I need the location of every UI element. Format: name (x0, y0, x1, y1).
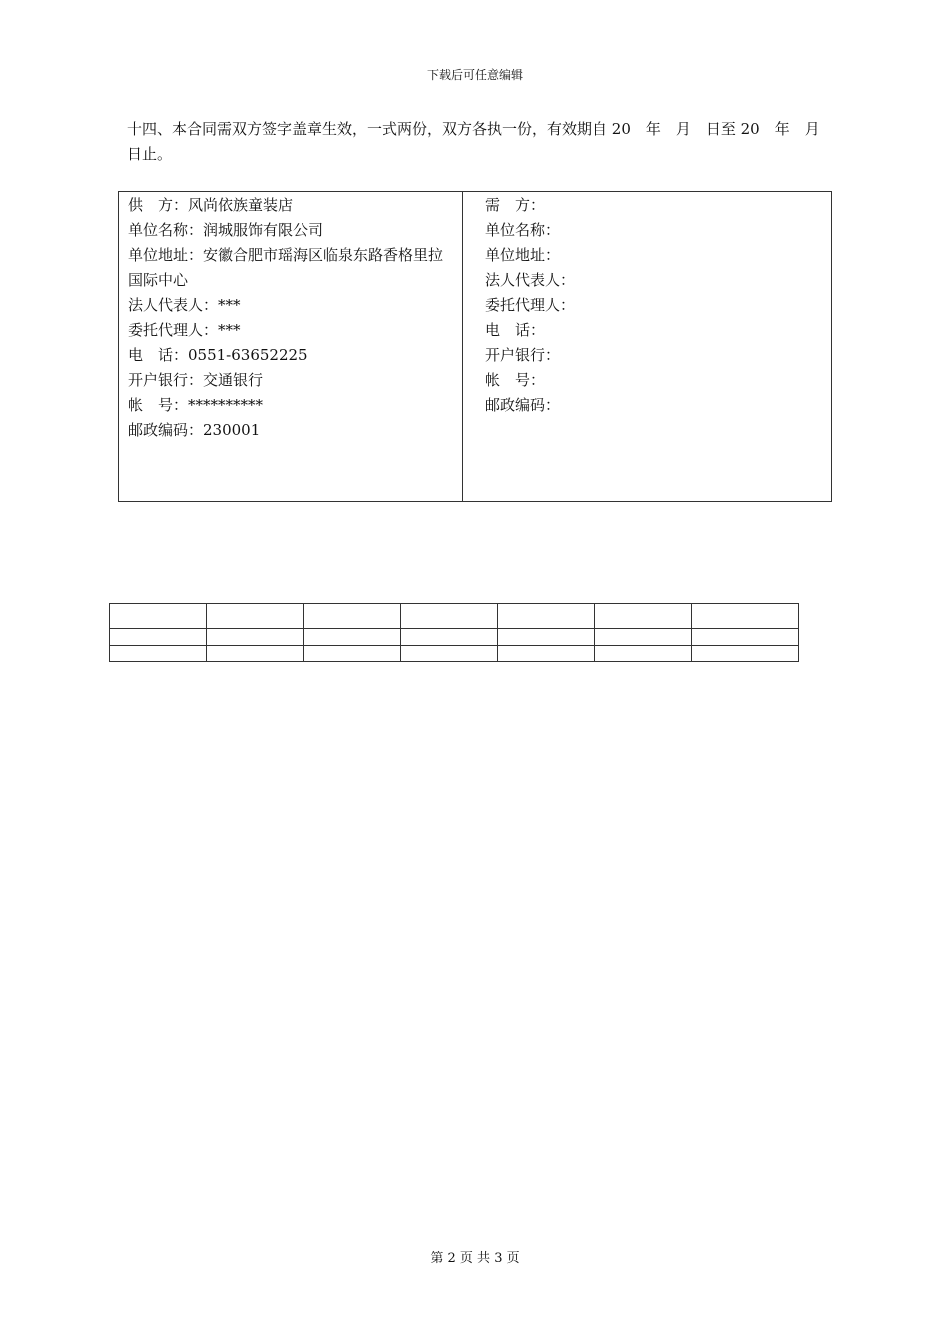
supplier-postcode: 邮政编码：230001 (128, 421, 261, 439)
table-cell (401, 604, 498, 629)
table-cell (692, 629, 799, 646)
table-cell (110, 604, 207, 629)
page-header-note: 下载后可任意编辑 (426, 68, 523, 82)
table-cell (304, 604, 401, 629)
table-cell (304, 646, 401, 662)
table-cell (595, 646, 692, 662)
supplier-company: 单位名称：润城服饰有限公司 (128, 221, 324, 239)
buyer-postcode: 邮政编码： (485, 396, 561, 414)
table-row (110, 604, 799, 629)
buyer-name: 需 方： (485, 196, 546, 214)
buyer-company: 单位名称： (485, 221, 561, 239)
table-cell (498, 629, 595, 646)
table-cell (498, 646, 595, 662)
table-cell (110, 629, 207, 646)
supplier-legal-representative: 法人代表人：*** (128, 296, 241, 314)
buyer-phone: 电 话： (485, 321, 546, 339)
supplier-phone: 电 话：0551-63652225 (128, 346, 308, 364)
table-cell (110, 646, 207, 662)
table-row (110, 629, 799, 646)
party-info-table (118, 191, 832, 502)
buyer-account: 帐 号： (485, 371, 546, 389)
table-cell (692, 646, 799, 662)
table-cell (304, 629, 401, 646)
party-row (119, 192, 832, 502)
supplier-agent: 委托代理人：*** (128, 321, 241, 339)
buyer-cell (463, 192, 832, 502)
supplier-account: 帐 号：********** (128, 396, 264, 414)
table-cell (401, 646, 498, 662)
table-cell (498, 604, 595, 629)
table-cell (401, 629, 498, 646)
buyer-legal-representative: 法人代表人： (485, 271, 576, 289)
buyer-address: 单位地址： (485, 246, 561, 264)
table-cell (595, 604, 692, 629)
supplier-bank: 开户银行：交通银行 (128, 371, 264, 389)
table-cell (207, 604, 304, 629)
buyer-bank: 开户银行： (485, 346, 561, 364)
clause-fourteen: 十四、本合同需双方签字盖章生效，一式两份，双方各执一份，有效期自 20 年 月 日至 20 年 月 日止。 (127, 120, 835, 163)
table-cell (207, 646, 304, 662)
table-cell (207, 629, 304, 646)
supplier-name: 供 方：风尚依族童装店 (128, 196, 294, 214)
table-row (110, 646, 799, 662)
supplier-cell (119, 192, 463, 502)
supplier-address: 单位地址：安徽合肥市瑶海区临泉东路香格里拉国际中心 (128, 246, 444, 289)
buyer-agent: 委托代理人： (485, 296, 576, 314)
table-cell (595, 629, 692, 646)
page-number-footer: 第 2 页 共 3 页 (430, 1251, 520, 1266)
blank-grid-table (109, 603, 799, 662)
table-cell (692, 604, 799, 629)
